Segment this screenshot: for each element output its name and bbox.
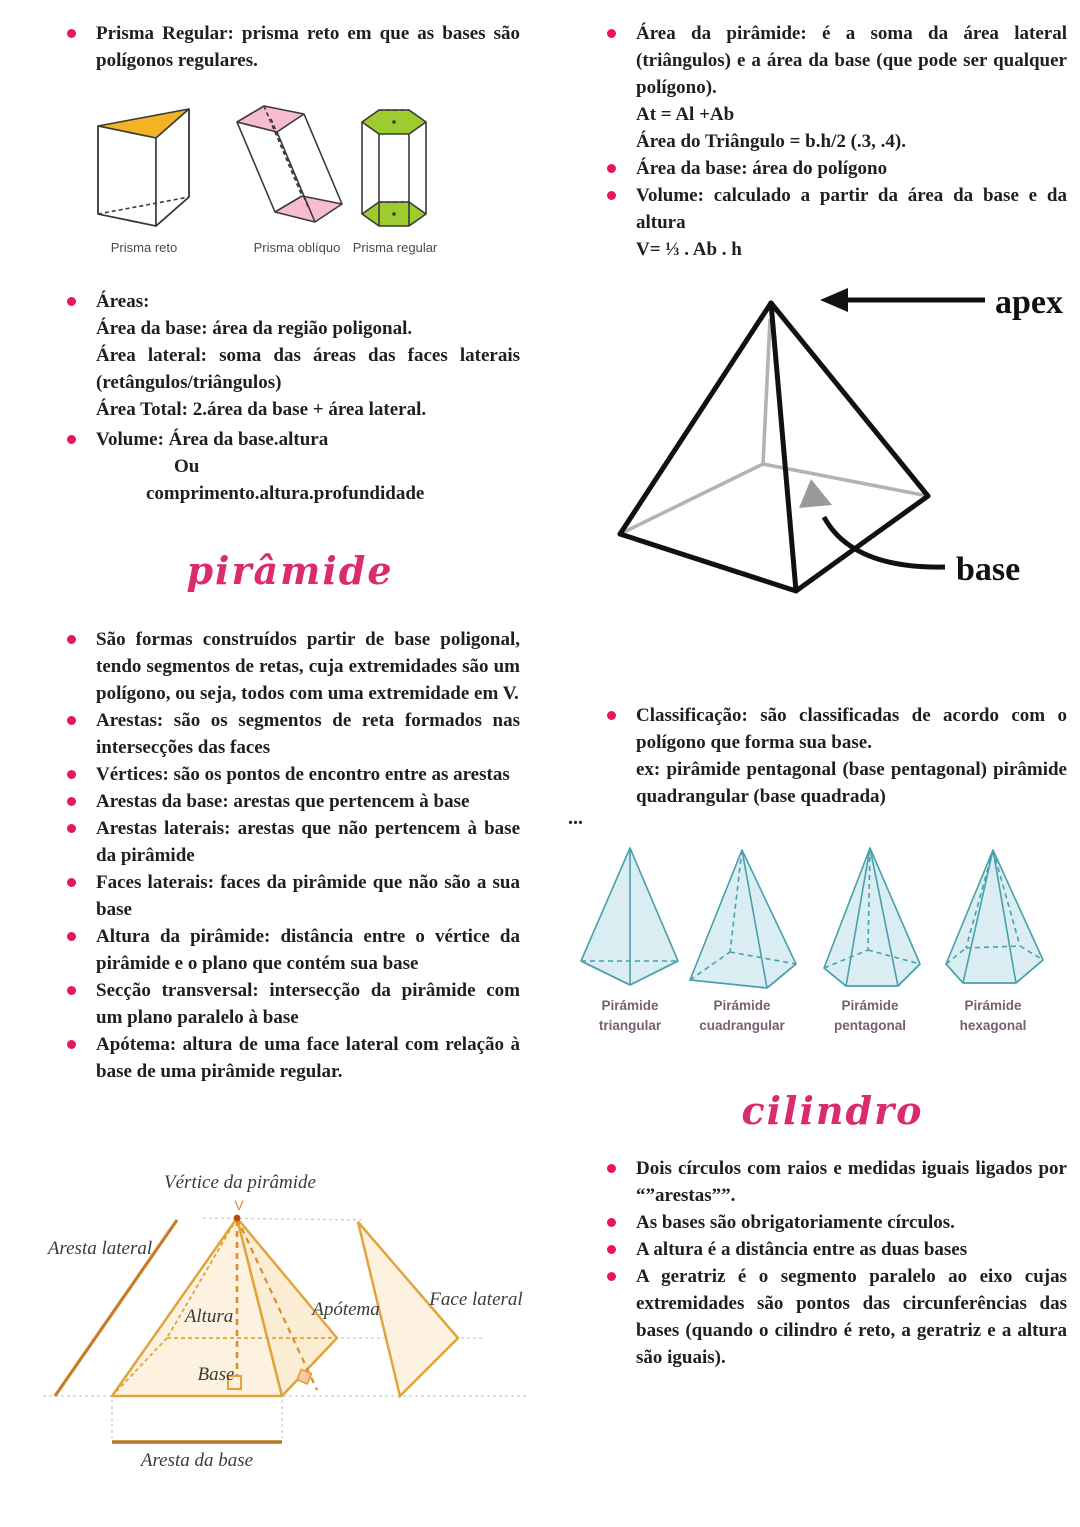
pyramid-edges (620, 303, 928, 591)
bullet-dot-icon (67, 932, 76, 941)
hexagonal-label-1: Pirámide (964, 998, 1022, 1013)
oblique-prism-drawing (237, 106, 342, 222)
pyramid-anatomy-figure (28, 1168, 548, 1478)
piramide-heading: pirâmide (186, 548, 394, 593)
bullet-item (60, 761, 520, 788)
pentagonal-label-2: pentagonal (833, 1018, 907, 1033)
prism-obliquo-label: Prisma oblíquo (253, 240, 341, 255)
bullet-text (636, 20, 1067, 155)
bullet-item (600, 702, 1067, 810)
bullet-dot-icon (67, 878, 76, 887)
volume-line-ou: Ou (174, 456, 200, 477)
altura-label: Altura (184, 1306, 234, 1327)
areas-line: Área Total: 2.área da base + área lateral. (96, 399, 427, 420)
cilindro-heading: cilindro (741, 1088, 924, 1133)
bullet-dot-icon (67, 297, 76, 306)
bullet-dot-icon (67, 29, 76, 38)
bullet-text: Apótema: altura de uma face lateral com relação à base de uma pirâmide regular. (96, 1034, 520, 1082)
apex-arrow (820, 288, 985, 312)
bullet-text (636, 182, 1067, 263)
formula-at: At = Al +Ab (636, 104, 735, 125)
bullet-item (600, 1236, 1067, 1263)
bullet-item (60, 707, 520, 761)
bullet-text: Arestas laterais: arestas que não pertencem à base da pirâmide (96, 818, 520, 866)
bullet-text: Prisma Regular: prisma reto em que as bases são polígonos regulares. (96, 23, 520, 71)
area-piramide-line: Área da pirâmide: é a soma da área lateral (triângulos) e a área da base (que pode ser qualquer polígono). (636, 23, 1067, 98)
bullet-item (60, 1031, 520, 1085)
left-pyramid-section (60, 626, 520, 1085)
bullet-item (600, 20, 1067, 155)
left-volume-section (60, 426, 520, 507)
bullet-text: Arestas: são os segmentos de reta formados nas intersecções das faces (96, 710, 520, 758)
bullet-dot-icon (607, 29, 616, 38)
bullet-text: Vértices: são os pontos de encontro entre as arestas (96, 764, 510, 785)
bullet-dot-icon (67, 824, 76, 833)
ellipsis-text: ... (568, 807, 583, 829)
bullet-item (60, 288, 520, 423)
bullet-text: Secção transversal: intersecção da pirâmide com um plano paralelo à base (96, 980, 520, 1028)
bullet-item (60, 788, 520, 815)
bullet-dot-icon (607, 1218, 616, 1227)
bullet-item (60, 20, 520, 74)
triangular-pyramid-drawing (581, 848, 678, 985)
bullet-dot-icon (67, 1040, 76, 1049)
bullet-text: Altura da pirâmide: distância entre o vértice da pirâmide e o plano que contém sua base (96, 926, 520, 974)
prism-reto-label: Prisma reto (110, 240, 178, 255)
volume-line: Volume: Área da base.altura (96, 429, 329, 450)
bullet-dot-icon (67, 435, 76, 444)
left-intro-section (60, 20, 520, 74)
regular-prism-drawing (362, 110, 426, 226)
hexagonal-pyramid-drawing (946, 850, 1043, 983)
bullet-dot-icon (67, 986, 76, 995)
cylinder-section (600, 1155, 1067, 1371)
triangular-label-2: triangular (598, 1018, 662, 1033)
apotema-label: Apótema (312, 1299, 380, 1320)
apex-text: apex (995, 284, 1063, 321)
quadrangular-pyramid-drawing (690, 850, 796, 988)
cuadrangular-label-2: cuadrangular (699, 1018, 785, 1033)
bullet-dot-icon (67, 716, 76, 725)
cuadrangular-label-1: Pirámide (713, 998, 771, 1013)
bullet-text: Área da base: área do polígono (636, 158, 888, 179)
areas-line: Áreas: (96, 291, 150, 312)
prism-regular-label: Prisma regular (352, 240, 438, 255)
bullet-text (96, 288, 520, 423)
apex-base-figure (600, 280, 1065, 605)
volume-line-comp: comprimento.altura.profundidade (146, 483, 425, 504)
volume-line: Volume: calculado a partir da área da base e da altura (636, 185, 1067, 233)
bullet-dot-icon (607, 1272, 616, 1281)
bullet-dot-icon (607, 711, 616, 720)
bullet-text: Faces laterais: faces da pirâmide que não são a sua base (96, 872, 520, 920)
bullet-item (60, 626, 520, 707)
face-lateral-label: Face lateral (429, 1289, 523, 1310)
pentagonal-pyramid-drawing (824, 848, 920, 986)
bullet-item (600, 155, 1067, 182)
bullet-text: A altura é a distância entre as duas bases (636, 1239, 968, 1260)
bullet-item (60, 426, 520, 507)
bullet-text (636, 702, 1067, 810)
bullet-text: A geratriz é o segmento paralelo ao eixo cujas extremidades são pontos das circunferências das bases (quando o cilindro é reto, a geratriz e a altura são iguais). (636, 1266, 1067, 1368)
classification-line: Classificação: são classificadas de acordo com o polígono que forma sua base. (636, 705, 1067, 753)
bullet-dot-icon (607, 164, 616, 173)
vertice-label: Vértice da pirâmide (164, 1172, 316, 1193)
bullet-item (600, 1263, 1067, 1371)
base-label: Base (197, 1364, 235, 1385)
bullet-dot-icon (607, 1164, 616, 1173)
v-mark: V (234, 1197, 244, 1213)
bullet-item (600, 182, 1067, 263)
right-prism-drawing (98, 109, 189, 226)
left-areas-section (60, 288, 520, 423)
formula-volume: V= ⅓ . Ab . h (636, 239, 742, 260)
pentagonal-label-1: Pirámide (841, 998, 899, 1013)
areas-line: Área lateral: soma das áreas das faces laterais (retângulos/triângulos) (96, 345, 520, 393)
prisms-figure (92, 100, 482, 260)
bullet-item (60, 869, 520, 923)
classification-section (600, 702, 1067, 810)
aresta-da-base-label: Aresta da base (140, 1450, 254, 1471)
pyramid-types-figure (568, 838, 1068, 1043)
bullet-item (600, 1209, 1067, 1236)
bullet-text: Dois círculos com raios e medidas iguais ligados por “”arestas””. (636, 1158, 1067, 1206)
formula-triangulo: Área do Triângulo = b.h/2 (.3, .4). (636, 131, 906, 152)
base-text: base (956, 551, 1021, 588)
right-top-section (600, 20, 1067, 263)
bullet-text: Arestas da base: arestas que pertencem à base (96, 791, 470, 812)
hexagonal-label-2: hexagonal (959, 1018, 1027, 1033)
bullet-item (60, 977, 520, 1031)
bullet-dot-icon (607, 191, 616, 200)
bullet-dot-icon (67, 635, 76, 644)
bullet-dot-icon (607, 1245, 616, 1254)
aresta-lateral-label: Aresta lateral (47, 1238, 153, 1259)
apex-dot (234, 1215, 241, 1222)
bullet-item (60, 923, 520, 977)
bullet-item (600, 1155, 1067, 1209)
bullet-dot-icon (67, 770, 76, 779)
triangular-label-1: Pirámide (601, 998, 659, 1013)
bullet-text (96, 426, 520, 507)
areas-line: Área da base: área da região poligonal. (96, 318, 413, 339)
bullet-dot-icon (67, 797, 76, 806)
classification-example-line: ex: pirâmide pentagonal (base pentagonal) pirâmide quadrangular (base quadrada) (636, 759, 1067, 807)
bullet-text: São formas construídos partir de base poligonal, tendo segmentos de retas, cuja extremidades são um polígono, ou seja, todos com uma extremidade em V. (96, 629, 520, 704)
bullet-text: As bases são obrigatoriamente círculos. (636, 1212, 955, 1233)
bullet-item (60, 815, 520, 869)
